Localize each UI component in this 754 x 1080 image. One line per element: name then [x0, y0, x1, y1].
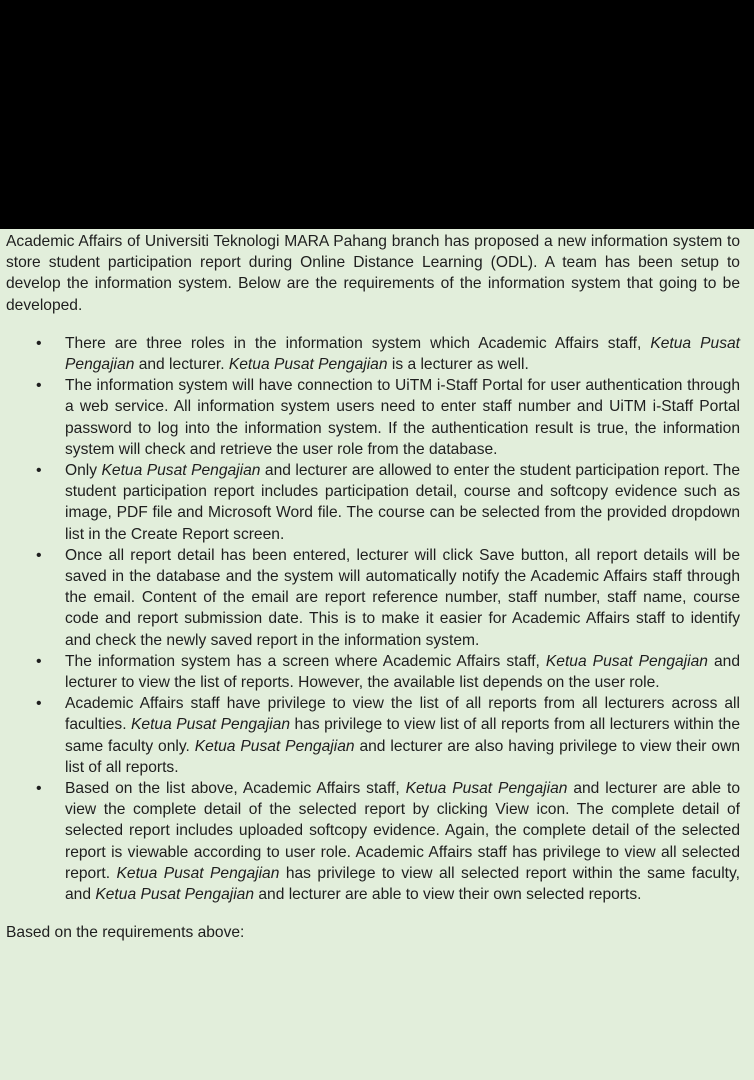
requirement-text: is a lecturer as well.: [387, 356, 529, 374]
requirement-term: Ketua Pusat Pengajian: [65, 334, 740, 374]
requirement-text: and lecturer.: [134, 356, 229, 374]
requirement-item: [65, 545, 740, 651]
requirement-text: There are three roles in the information system which Academic Affairs staff,: [65, 334, 651, 352]
requirement-item: [65, 693, 740, 778]
requirement-text: Academic Affairs staff have privilege to view the list of all reports from all lecturers across all faculties.: [65, 695, 740, 734]
requirement-text: and lecturer to view the list of reports. However, the available list depends on the user role.: [65, 652, 740, 692]
requirement-term: Ketua Pusat Pengajian: [545, 652, 708, 670]
requirement-term: Ketua Pusat Pengajian: [101, 462, 261, 480]
requirement-term: Ketua Pusat Pengajian: [131, 716, 290, 734]
requirement-text: and lecturer are allowed to enter the student participation report. The student participation report includes participation detail, course and softcopy evidence such as image, PDF file and Microsoft Word file. The course can be selected from the provided dropdown list in the Create Report screen.: [65, 462, 740, 543]
requirements-list: [6, 333, 740, 905]
requirement-term: Ketua Pusat Pengajian: [116, 864, 280, 882]
requirement-term: Ketua Pusat Pengajian: [228, 356, 388, 374]
requirement-text: Only: [65, 462, 102, 480]
requirement-text: and lecturer are able to view their own selected reports.: [254, 886, 642, 904]
requirement-item: [65, 651, 740, 693]
requirement-text: and lecturer are able to view the complete detail of the selected report by clicking View icon. The complete detail of selected report includes uploaded softcopy evidence. Again, the complete detail of the selected report is viewable according to user role. Academic Affairs staff has privilege to view all selected report.: [65, 780, 741, 882]
black-top-band: [0, 0, 754, 229]
requirement-text: has privilege to view list of all reports from all lecturers within the same faculty only.: [65, 716, 741, 755]
requirement-text: The information system will have connection to UiTM i-Staff Portal for user authentication through a web service. All information system users need to enter staff number and UiTM i-Staff Portal password to log into the information system. If the authentication result is true, the information system will check and retrieve the user role from the database.: [65, 377, 740, 458]
requirement-item: [65, 375, 740, 460]
requirement-item: [65, 333, 740, 375]
requirement-text: Based on the list above, Academic Affairs staff,: [65, 780, 406, 798]
requirement-text: has privilege to view all selected report within the same faculty, and: [65, 864, 740, 904]
requirement-text: The information system has a screen where Academic Affairs staff,: [65, 652, 546, 670]
requirement-text: and lecturer are also having privilege to view their own list of all reports.: [65, 737, 740, 776]
intro-paragraph: Academic Affairs of Universiti Teknologi MARA Pahang branch has proposed a new information system to store student participation report during Online Distance Learning (ODL). A team has been setup to develop the information system. Below are the requirements of the information system that going to be developed.: [6, 233, 740, 314]
requirement-term: Ketua Pusat Pengajian: [194, 737, 355, 755]
document-page: [0, 229, 754, 1080]
closing-line: Based on the requirements above:: [6, 924, 245, 942]
requirement-text: Once all report detail has been entered, lecturer will click Save button, all report details will be saved in the database and the system will automatically notify the Academic Affairs staff through the email. Content of the email are report reference number, staff number, staff name, course code and report submission date. This is to make it easier for Academic Affairs staff to identify and check the newly saved report in the information system.: [65, 546, 740, 649]
requirement-item: [65, 778, 740, 905]
requirement-term: Ketua Pusat Pengajian: [405, 780, 568, 798]
requirement-item: [65, 460, 740, 545]
requirement-term: Ketua Pusat Pengajian: [95, 886, 255, 904]
